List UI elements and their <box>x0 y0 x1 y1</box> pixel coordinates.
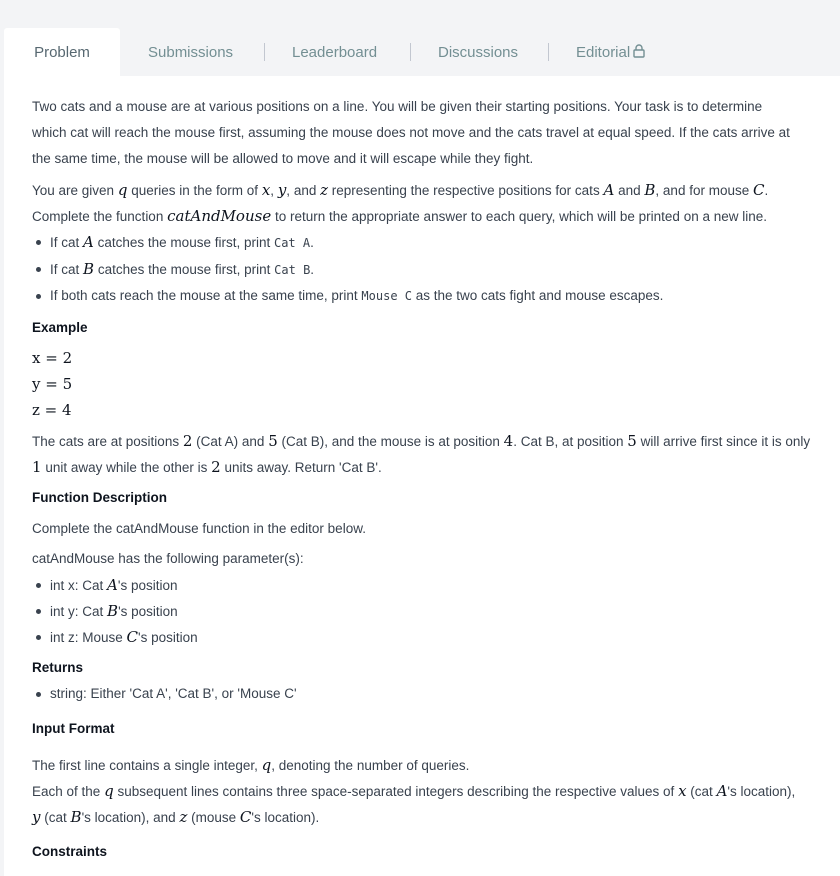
param-x: int x: Cat A's position <box>32 575 178 596</box>
tab-bar <box>0 0 840 76</box>
intro-line-1: Two cats and a mouse are at various positions on a line. You will be given their starting positions. Your task is to determine <box>32 99 763 114</box>
tab-editorial[interactable] <box>576 28 645 76</box>
tab-editorial-label: Editorial <box>576 44 631 61</box>
lock-icon <box>633 29 645 79</box>
intro-line-3: the same time, the mouse will be allowed to move and it will escape while they fight. <box>32 151 534 166</box>
rule-cat-a: If cat A catches the mouse first, print Cat A. <box>32 232 314 253</box>
tab-submissions[interactable]: Submissions <box>148 44 234 61</box>
complete-line: Complete the function catAndMouse to return the appropriate answer to each query, which will be printed on a new line. <box>32 207 768 225</box>
tab-separator <box>264 43 265 61</box>
tab-separator <box>548 43 549 61</box>
param-y: int y: Cat B's position <box>32 601 178 622</box>
param-z: int z: Mouse C's position <box>32 627 198 648</box>
intro-line-2: which cat will reach the mouse first, assuming the mouse does not move and the cats travel at equal speed. If the cats arrive at <box>32 125 790 140</box>
input-format-heading: Input Format <box>32 721 115 736</box>
example-explanation-1: The cats are at positions 2 (Cat A) and 5 (Cat B), and the mouse is at position 4. Cat B, at position 5 will arrive first since it is only <box>32 432 811 450</box>
rule-mouse-c: If both cats reach the mouse at the same time, print Mouse C as the two cats fight and mouse escapes. <box>32 286 663 306</box>
returns-heading: Returns <box>32 660 84 675</box>
example-explanation-2: 1 unit away while the other is 2 units away. Return 'Cat B'. <box>32 458 382 476</box>
tab-separator <box>410 43 411 61</box>
input-format-line-3: y (cat B's location), and z (mouse C's location). <box>32 808 320 826</box>
rule-cat-b: If cat B catches the mouse first, print Cat B. <box>32 259 314 280</box>
example-z: z = 4 <box>32 401 72 419</box>
example-x: x = 2 <box>32 349 73 367</box>
problem-statement <box>4 76 840 876</box>
function-description-heading: Function Description <box>32 490 167 505</box>
tab-problem[interactable]: Problem <box>4 28 120 76</box>
tab-leaderboard[interactable]: Leaderboard <box>292 44 378 61</box>
input-format-line-2: Each of the q subsequent lines contains three space-separated integers describing the respective values of x (cat A's location), <box>32 782 796 800</box>
given-line: You are given q queries in the form of x, y, and z representing the respective positions for cats A and B, and for mouse C. <box>32 181 769 199</box>
returns-item: string: Either 'Cat A', 'Cat B', or 'Mouse C' <box>32 684 297 704</box>
constraints-heading: Constraints <box>32 844 108 859</box>
function-description-line-1: Complete the catAndMouse function in the editor below. <box>32 521 366 536</box>
example-heading: Example <box>32 320 88 335</box>
function-description-line-2: catAndMouse has the following parameter(s): <box>32 551 304 566</box>
tab-discussions[interactable]: Discussions <box>438 44 519 61</box>
input-format-line-1: The first line contains a single integer, q, denoting the number of queries. <box>32 756 470 774</box>
example-y: y = 5 <box>32 375 73 393</box>
